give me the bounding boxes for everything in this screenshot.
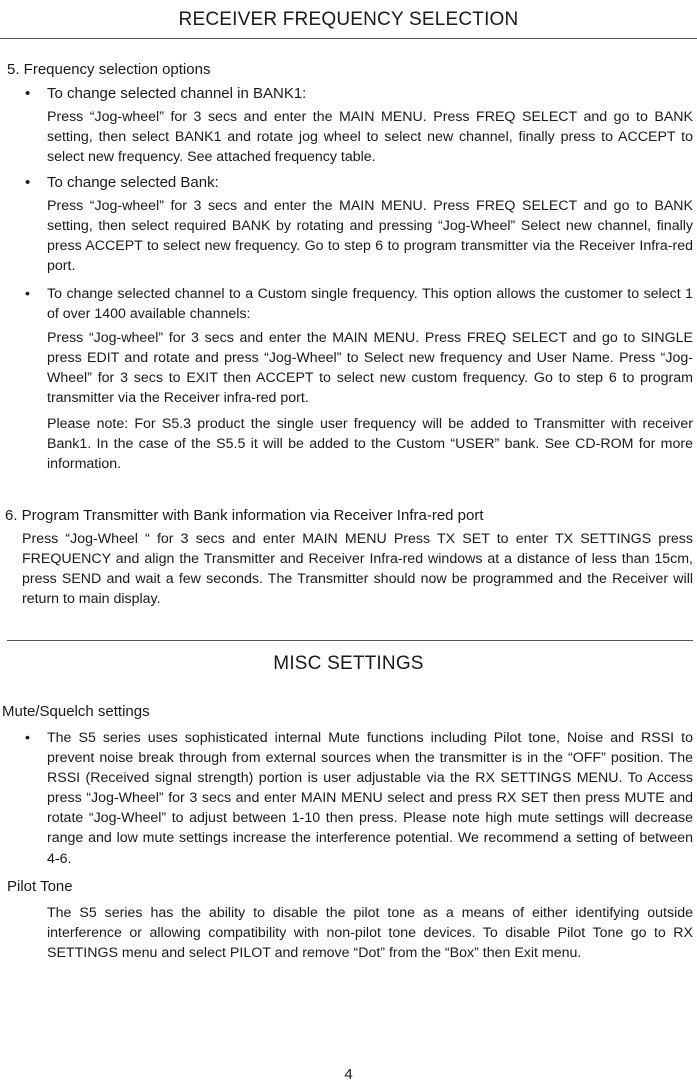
bullet-change-bank: • To change selected Bank:: [47, 174, 219, 191]
title-divider: [0, 38, 697, 39]
mute-squelch-text: The S5 series uses sophisticated internal Mute functions including Pilot tone, Noise and RSSI to prevent noise break through from external sources when the transmitter is in the “OFF” position. The RSSI (Received signal strength) portion is user adjustable via the RX SETTINGS MENU. To Access press “Jog-Wheel” for 3 secs and enter MAIN MENU select and press RX SET then press MUTE and rotate “Jog-Wheel” to adjust between 1-10 then press. Please note high mute settings will decrease range and low mute settings increase the interference potential. We recommend a setting of between 4-6.: [47, 730, 693, 867]
misc-settings-title: MISC SETTINGS: [273, 653, 424, 674]
section-5-heading: 5. Frequency selection options: [7, 61, 211, 78]
mute-squelch-paragraph: [25, 728, 693, 869]
section-6-heading: 6. Program Transmitter with Bank information via Receiver Infra-red port: [5, 507, 484, 524]
note-s5-products: Please note: For S5.3 product the single user frequency will be added to Transmitter with receiver Bank1. In the case of the S5.5 it will be added to the Custom “USER” bank. See CD-ROM for more information.: [47, 416, 693, 473]
mute-squelch-heading: Mute/Squelch settings: [2, 703, 150, 720]
bullet-dot: •: [25, 730, 30, 746]
bullet-custom-frequency: [25, 284, 693, 324]
bullet-dot: •: [25, 286, 30, 302]
bullet-custom-frequency-text: To change selected channel to a Custom single frequency. This option allows the customer to select 1 of over 1400 available channels:: [47, 286, 693, 323]
pilot-tone-heading: Pilot Tone: [7, 878, 73, 895]
bullet-change-channel-bank1: • To change selected channel in BANK1:: [47, 85, 306, 102]
section-6-paragraph: Press “Jog-Wheel “ for 3 secs and enter MAIN MENU Press TX SET to enter TX SETTINGS press FREQUENCY and align the Transmitter and Receiver Infra-red windows at a distance of less than 15cm, press SEND and wait a few seconds. The Transmitter should now be programmed and the Receiver will return to main display.: [22, 531, 693, 608]
section-divider: [7, 640, 693, 641]
paragraph-custom-frequency: Press “Jog-wheel” for 3 secs and enter the MAIN MENU. Press FREQ SELECT and go to SINGLE press EDIT and rotate and press “Jog-Wheel” to Select new frequency and User Name. Press “Jog-Wheel” for 3 secs to EXIT then ACCEPT to select new custom frequency. Go to step 6 to program transmitter via the Receiver infra-red port.: [47, 330, 693, 407]
receiver-frequency-title: RECEIVER FREQUENCY SELECTION: [178, 9, 519, 30]
paragraph-change-bank: Press “Jog-wheel” for 3 secs and enter the MAIN MENU. Press FREQ SELECT and go to BANK setting, then select required BANK by rotating and pressing “Jog-Wheel” Select new channel, finally press ACCEPT to select new frequency. Go to step 6 to program transmitter via the Receiver Infra-red port.: [47, 198, 693, 275]
pilot-tone-paragraph: The S5 series has the ability to disable the pilot tone as a means of either identifying outside interference or allowing compatibility with non-pilot tone devices. To disable Pilot Tone go to RX SETTINGS menu and select PILOT and remove “Dot” from the “Box” then Exit menu.: [47, 905, 693, 962]
page-number: 4: [344, 1066, 353, 1083]
paragraph-change-channel-bank1: Press “Jog-wheel” for 3 secs and enter the MAIN MENU. Press FREQ SELECT and go to BANK setting, then select BANK1 and rotate jog wheel to select new channel, finally press to ACCEPT to select new frequency. See attached frequency table.: [47, 109, 693, 166]
